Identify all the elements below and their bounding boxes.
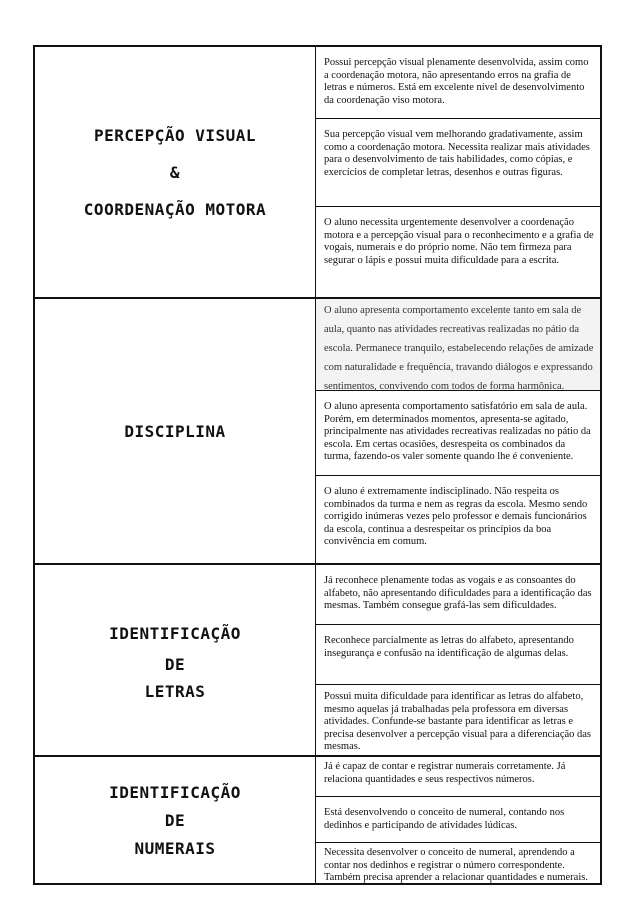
section-title [35,47,315,297]
section-title [35,299,315,563]
section-letters [35,565,600,757]
description-cell: Necessita desenvolver o conceito de numeral, aprendendo a contar nos dedinhos e registrar o número correspondente. Também precisa aprender a relacionar quantidades e numerais. [324,847,588,883]
descriptions-column [315,47,600,297]
section-title-line: COORDENAÇÃO MOTORA [83,199,267,219]
section-title-line: & [169,162,181,182]
description-cell: Já é capaz de contar e registrar numerais corretamente. Já relaciona quantidades e seus respectivos números. [316,757,600,797]
section-title-line: PERCEPÇÃO VISUAL [93,125,257,145]
section-title-line: DISCIPLINA [124,421,226,441]
section-title-line: IDENTIFICAÇÃO [109,623,241,643]
section-title [35,757,315,885]
section-title-line: DE [164,654,186,674]
section-title-line: IDENTIFICAÇÃO [109,783,241,802]
description-cell: Possui percepção visual plenamente desenvolvida, assim como a coordenação motora, não apresentando erros na grafia de letras e números. Está em excelente nível de desenvolvimento da coordenação viso motora. [316,47,600,119]
descriptions-column [315,565,600,755]
section-title-line: NUMERAIS [134,839,216,858]
descriptions-column [315,299,600,563]
section-discipline [35,299,600,565]
description-cell: Está desenvolvendo o conceito de numeral, contando nos dedinhos e participando de atividades lúdicas. [316,797,600,843]
section-numerals [35,757,600,885]
section-visual-perception [35,47,600,299]
description-cell: O aluno é extremamente indisciplinado. Não respeita os combinados da turma e nem as regras da escola. Mesmo sendo corrigido inúmeras vezes pelo professor e demais funcionários da escola, continua a desrespeitar os princípios da boa convivência em comum. [324,486,588,547]
description-cell: O aluno apresenta comportamento excelente tanto em sala de aula, quanto nas atividades recreativas realizadas no pátio da escola. Permanece tranquilo, estabelecendo relações de amizade com naturalidade e frequência, travando diálogos e expressando sentimentos, convivendo com todos de forma harmônica. [316,299,600,391]
description-cell: O aluno necessita urgentemente desenvolver a coordenação motora e a percepção visual para o reconhecimento e a grafia de vogais, numerais e do próprio nome. Não tem firmeza para segurar o lápis e possui muita dificuldade para a escrita. [324,217,594,266]
section-title-line: DE [164,811,186,830]
descriptions-column [315,757,600,885]
description-cell: Reconhece parcialmente as letras do alfabeto, apresentando insegurança e confusão na identificação de algumas delas. [316,625,600,685]
description-cell: Sua percepção visual vem melhorando gradativamente, assim como a coordenação motora. Necessita realizar mais atividades para o desenvolvimento de tais habilidades, como cópias, e exercícios de completar letras, desenhos e outras figuras. [316,119,600,207]
section-title-line: LETRAS [144,681,206,701]
description-cell: Já reconhece plenamente todas as vogais e as consoantes do alfabeto, não apresentando dificuldades para a identificação das mesmas. Também consegue grafá-las sem dificuldades. [316,565,600,625]
description-cell: O aluno apresenta comportamento satisfatório em sala de aula. Porém, em determinados momentos, apresenta-se agitado, principalmente nas atividades recreativas realizadas no pátio da escola. Em certas ocasiões, desrespeita os combinados da turma, fazendo-os valer somente quando lhe é conveniente. [316,391,600,476]
description-cell: Possui muita dificuldade para identificar as letras do alfabeto, mesmo aquelas já trabalhadas pela professora em diversas atividades. Confunde-se bastante para identificar as letras e precisa desenvolver a percepção visual para a diferenciação das mesmas. [324,691,592,752]
section-title [35,565,315,755]
evaluation-table [33,45,602,885]
